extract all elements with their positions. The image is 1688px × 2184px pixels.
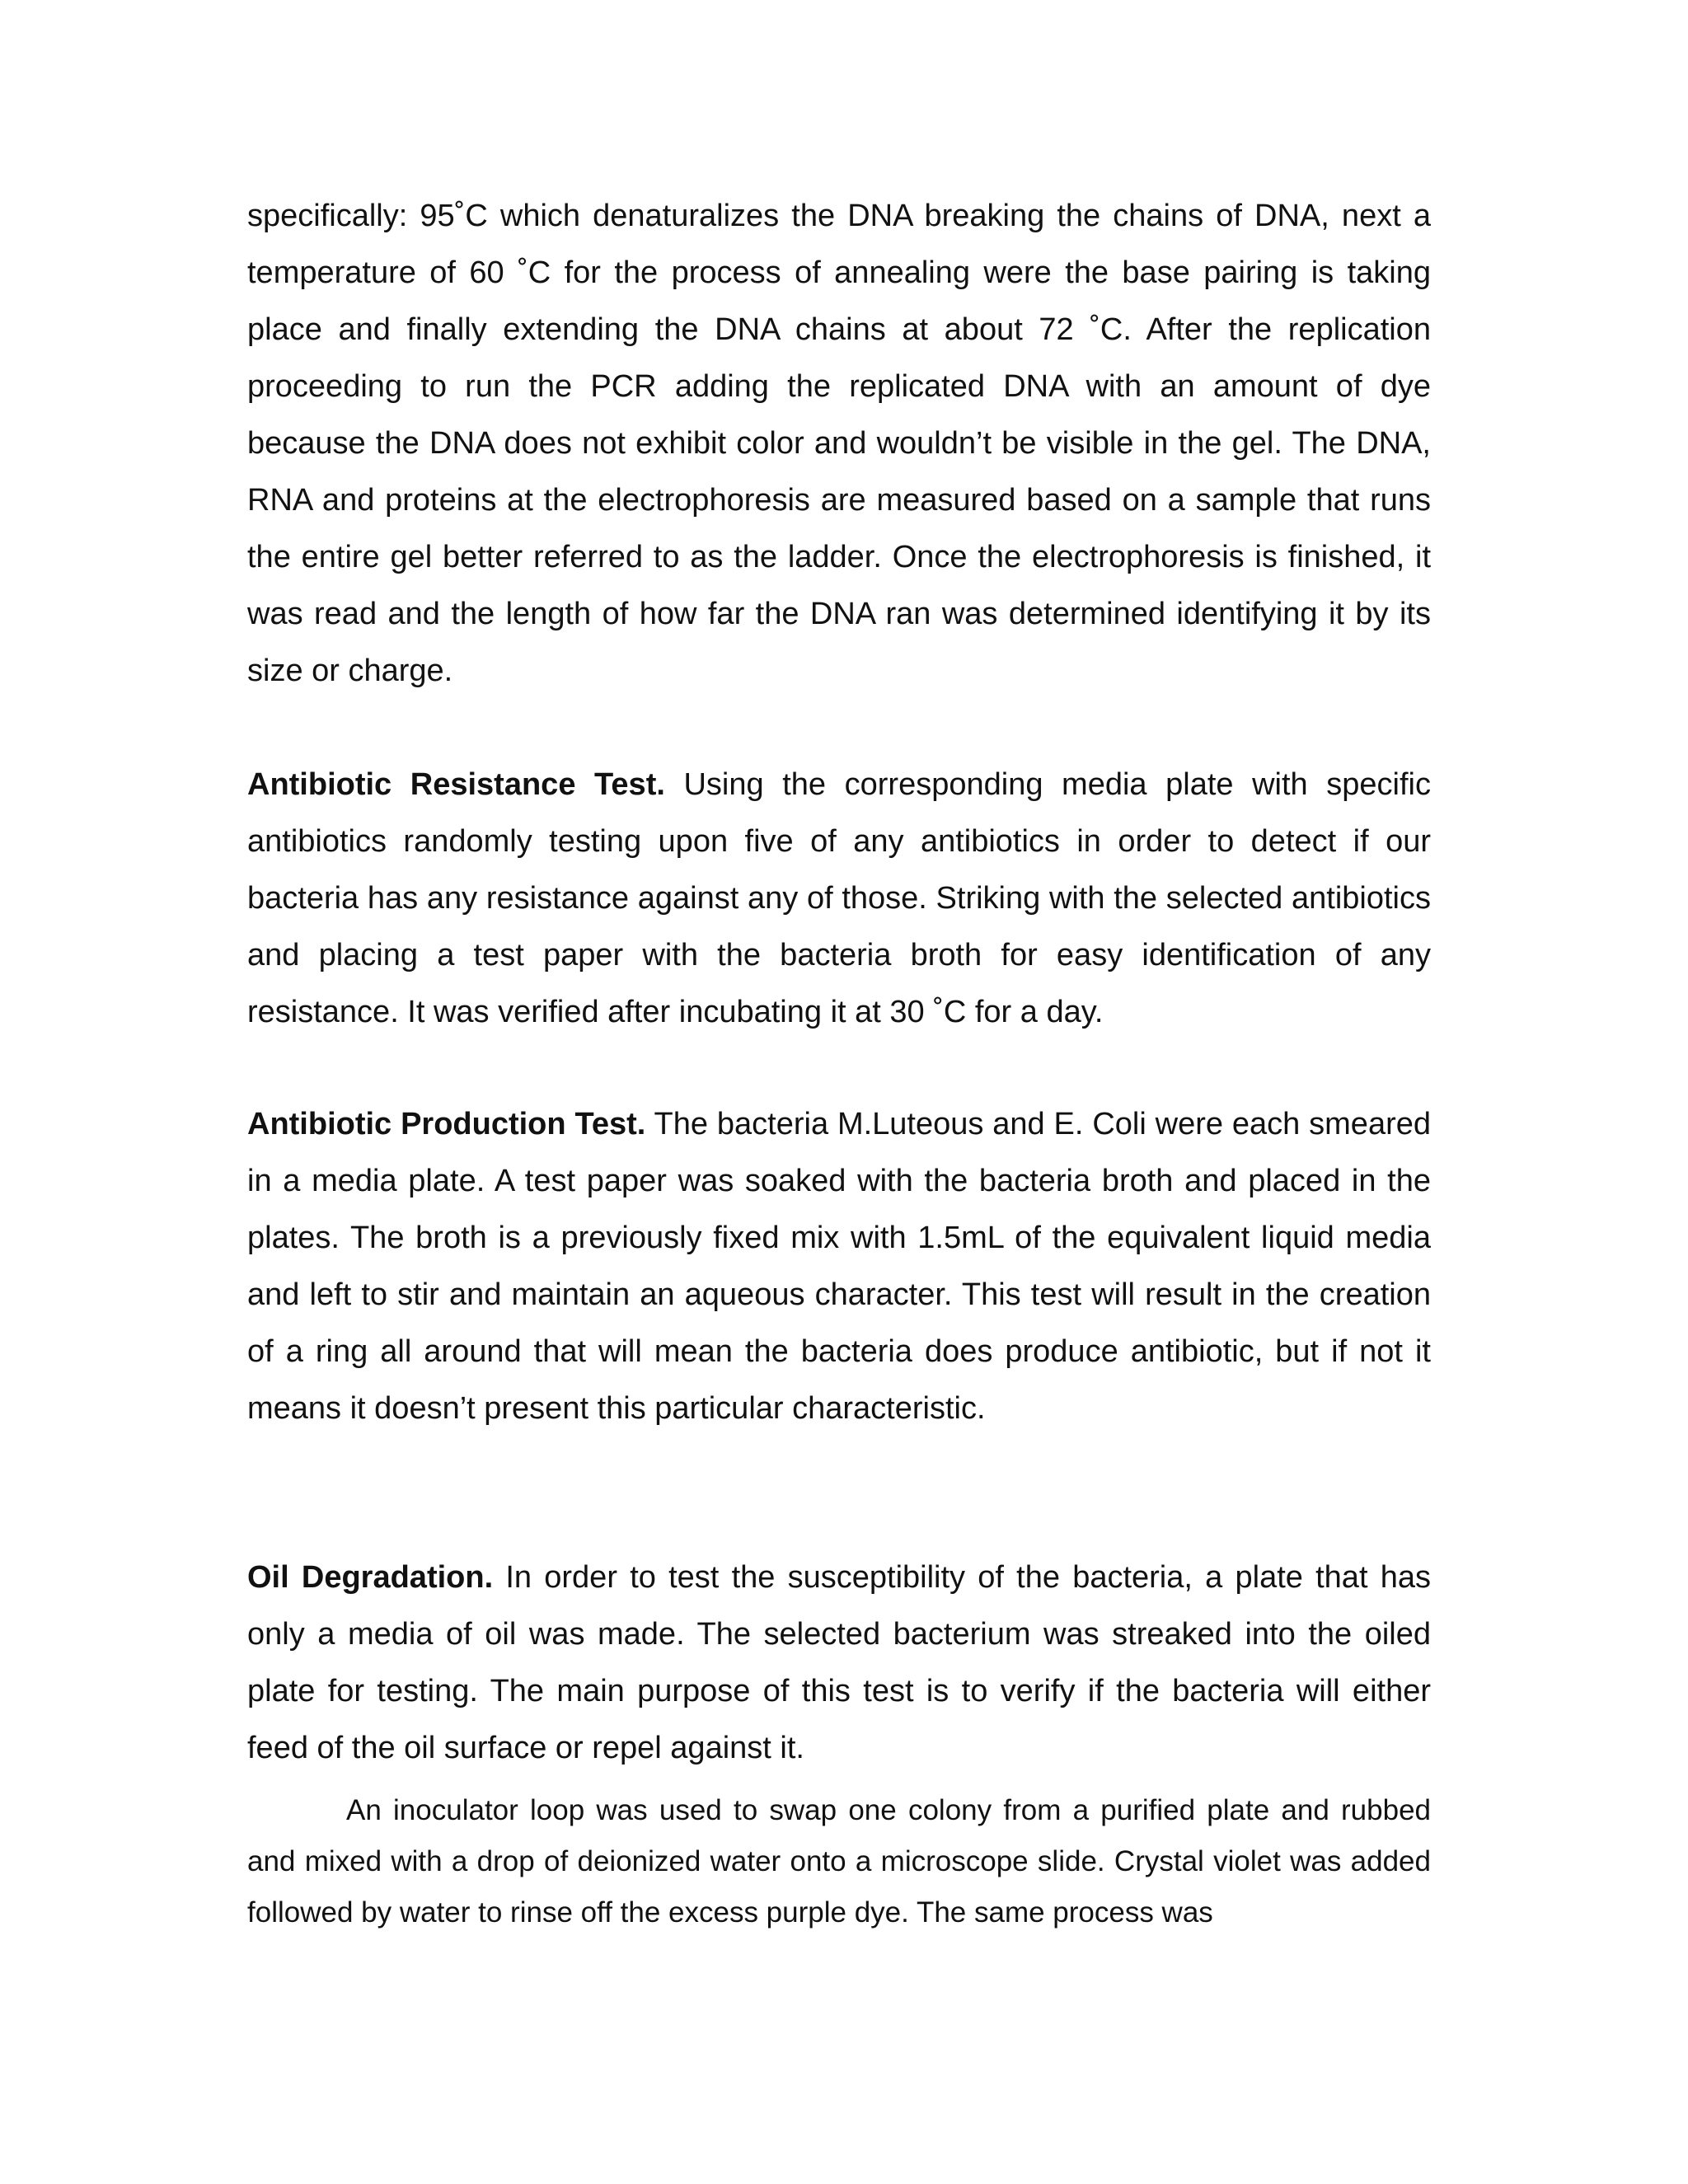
paragraph-antibiotic-production (247, 1096, 1431, 1437)
paragraph-text: specifically: 95˚C which denaturalizes the DNA breaking the chains of DNA, next a temperature of 60 ˚C for the process of annealing were the base pairing is taking place and finally extending the DNA chains at about 72 ˚C. After the replication proceeding to run the PCR adding the replicated DNA with an amount of dye because the DNA does not exhibit color and wouldn’t be visible in the gel. The DNA, RNA and proteins at the electrophoresis are measured based on a sample that runs the entire gel better referred to as the ladder. Once the electrophoresis is finished, it was read and the length of how far the DNA ran was determined identifying it by its size or charge. (247, 199, 1431, 688)
paragraph-text: In order to test the susceptibility of the bacteria, a plate that has only a media of oil was made. The selected bacterium was streaked into the oiled plate for testing. The main purpose of this test is to verify if the bacteria will either feed of the oil surface or repel against it. (247, 1560, 1431, 1765)
section-heading-antibiotic-production: Antibiotic Production Test. (247, 1107, 646, 1141)
paragraph-text: Using the corresponding media plate with specific antibiotics randomly testing upon five of any antibiotics in order to detect if our bacteria has any resistance against any of those. Striking with the selected antibiotics and placing a test paper with the bacteria broth for easy identification of any resistance. It was verified after incubating it at 30 ˚C for a day. (247, 767, 1431, 1029)
paragraph-text: An inoculator loop was used to swap one colony from a purified plate and rubbed and mixed with a drop of deionized water onto a microscope slide. Crystal violet was added followed by water to rinse off the excess purple dye. The same process was (247, 1794, 1431, 1929)
section-heading-antibiotic-resistance: Antibiotic Resistance Test. (247, 767, 665, 802)
paragraph-antibiotic-resistance (247, 757, 1431, 1041)
paragraph-oil-degradation (247, 1549, 1431, 1777)
paragraph-text: The bacteria M.Luteous and E. Coli were each smeared in a media plate. A test paper was soaked with the bacteria broth and placed in the plates. The broth is a previously fixed mix with 1.5mL of the equivalent liquid media and left to stir and maintain an aqueous character. This test will result in the creation of a ring all around that will mean the bacteria does produce antibiotic, but if not it means it doesn’t present this particular characteristic. (247, 1107, 1431, 1426)
section-heading-oil-degradation: Oil Degradation. (247, 1560, 494, 1595)
paragraph-gram-stain (247, 1785, 1431, 1938)
paragraph-pcr-procedure (247, 188, 1431, 700)
